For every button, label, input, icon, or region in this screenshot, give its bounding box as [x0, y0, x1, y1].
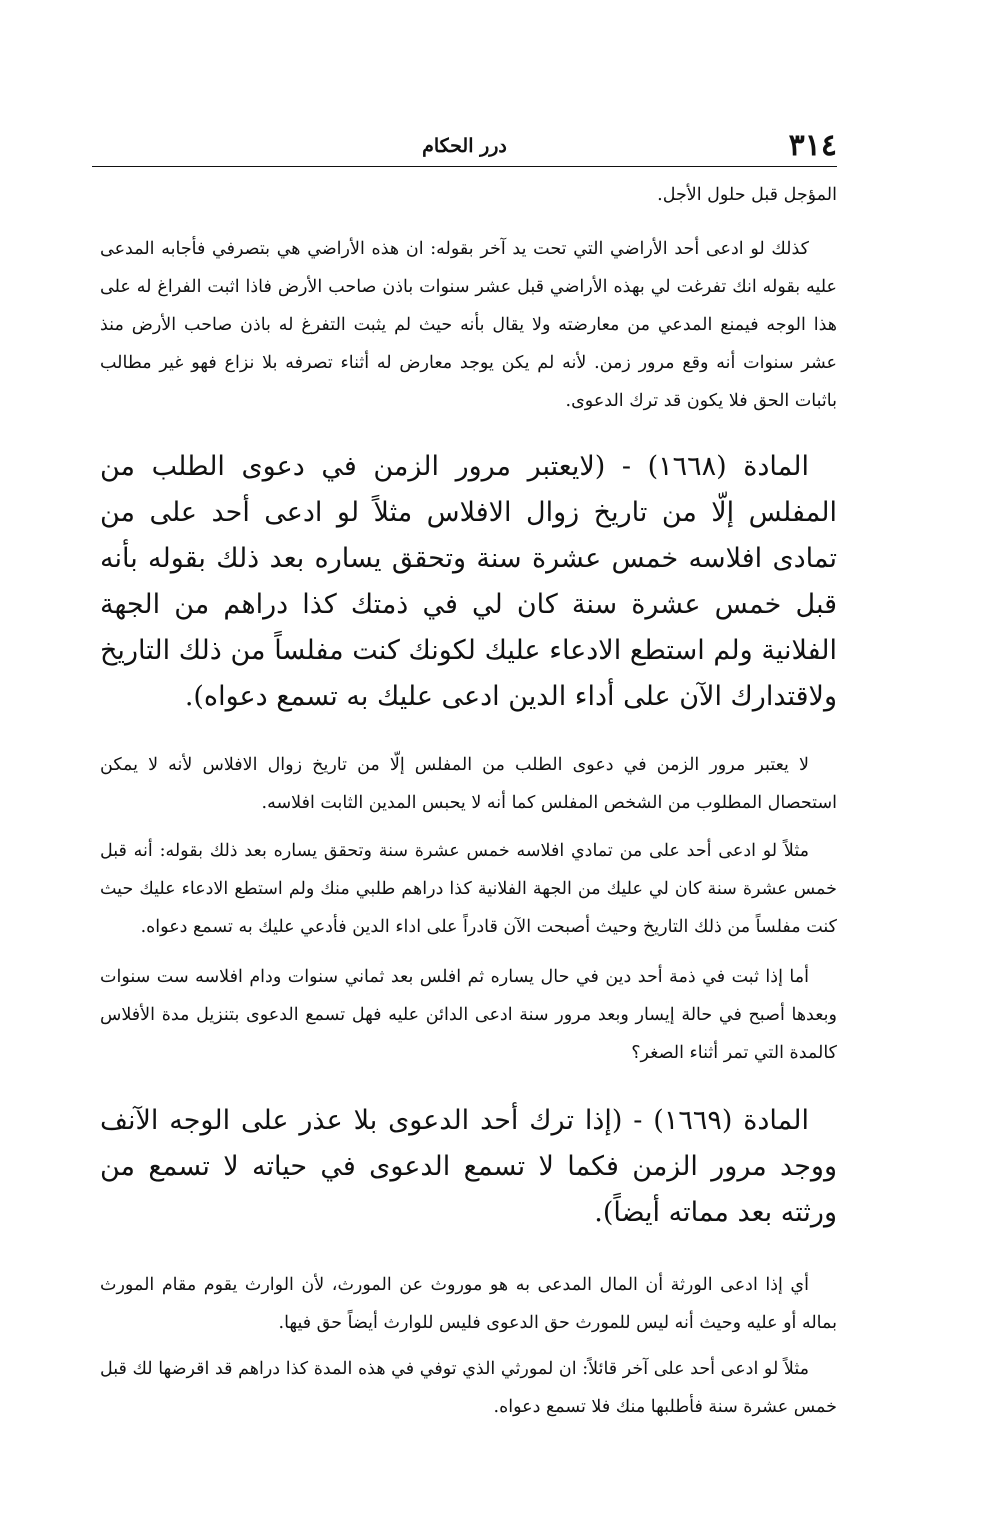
page-number: ٣١٤ — [788, 128, 837, 163]
article-1669: المادة (١٦٦٩) - (إذا ترك أحد الدعوى بلا عذر على الوجه الآنف ووجد مرور الزمن فكما لا تسمع الدعوى في حياته لا تسمع من ورثته بعد مماته أيضاً). — [100, 1105, 837, 1228]
commentary-paragraph: مثلاً لو ادعى أحد على آخر قائلاً: ان لمورثي الذي توفي في هذه المدة كذا دراهم قد اقرضها لك قبل خمس عشرة سنة فأطلبها منك فلا تسمع دعواه. — [100, 1359, 837, 1417]
page-body — [100, 176, 837, 1426]
commentary-paragraph: لا يعتبر مرور الزمن في دعوى الطلب من المفلس إلّا من تاريخ زوال الافلاس لأنه لا يمكن استحصال المطلوب من الشخص المفلس كما أنه لا يحبس المدين الثابت افلاسه. — [100, 755, 837, 813]
continuation-paragraph: المؤجل قبل حلول الأجل. — [657, 185, 837, 205]
book-title: درر الحكام — [422, 135, 507, 157]
commentary-paragraph: كذلك لو ادعى أحد الأراضي التي تحت يد آخر بقوله: ان هذه الأراضي هي بتصرفي فأجابه المدعى عليه بقوله انك تفرغت لي بهذه الأراضي قبل عشر سنوات باذن صاحب الأرض فاذا اثبت الفراغ له على هذا الوجه فيمنع المدعي من معارضته ولا يقال بأنه حيث لم يثبت التفرغ له باذن صاحب الأرض منذ عشر سنوات أنه وقع مرور زمن. لأنه لم يكن يوجد معارض له أثناء تصرفه بلا نزاع فهو غير مطالب باثبات الحق فلا يكون قد ترك الدعوى. — [100, 239, 837, 411]
page-header — [92, 126, 837, 167]
article-1668: المادة (١٦٦٨) - (لايعتبر مرور الزمن في دعوى الطلب من المفلس إلّا من تاريخ زوال الافلاس مثلاً لو ادعى أحد على من تمادى افلاسه خمس عشرة سنة وتحقق يساره بعد ذلك بقوله بأنه قبل خمس عشرة سنة كان لي في ذمتك كذا دراهم من الجهة الفلانية ولم استطع الادعاء عليك لكونك كنت مفلساً من ذلك التاريخ ولاقتدارك الآن على أداء الدين ادعى عليك به تسمع دعواه). — [100, 451, 837, 712]
commentary-paragraph: مثلاً لو ادعى أحد على من تمادي افلاسه خمس عشرة سنة وتحقق يساره بعد ذلك بقوله: أنه قبل خمس عشرة سنة كان لي عليك من الجهة الفلانية كذا دراهم طلبي منك ولم استطع الادعاء عليك حيث كنت مفلساً من ذلك التاريخ وحيث أصبحت الآن قادراً على اداء الدين فأدعي عليك به تسمع دعواه. — [100, 841, 837, 937]
commentary-paragraph: أما إذا ثبت في ذمة أحد دين في حال يساره ثم افلس بعد ثماني سنوات ودام افلاسه ست سنوات وبعدها أصبح في حالة إيسار وبعد مرور سنة ادعى الدائن عليه فهل تسمع الدعوى بتنزيل مدة الأفلاس كالمدة التي تمر أثناء الصغر؟ — [100, 967, 837, 1063]
commentary-paragraph: أي إذا ادعى الورثة أن المال المدعى به هو موروث عن المورث، لأن الوارث يقوم مقام المورث بماله أو عليه وحيث أنه ليس للمورث حق الدعوى فليس للوارث أيضاً حق فيها. — [100, 1275, 837, 1333]
